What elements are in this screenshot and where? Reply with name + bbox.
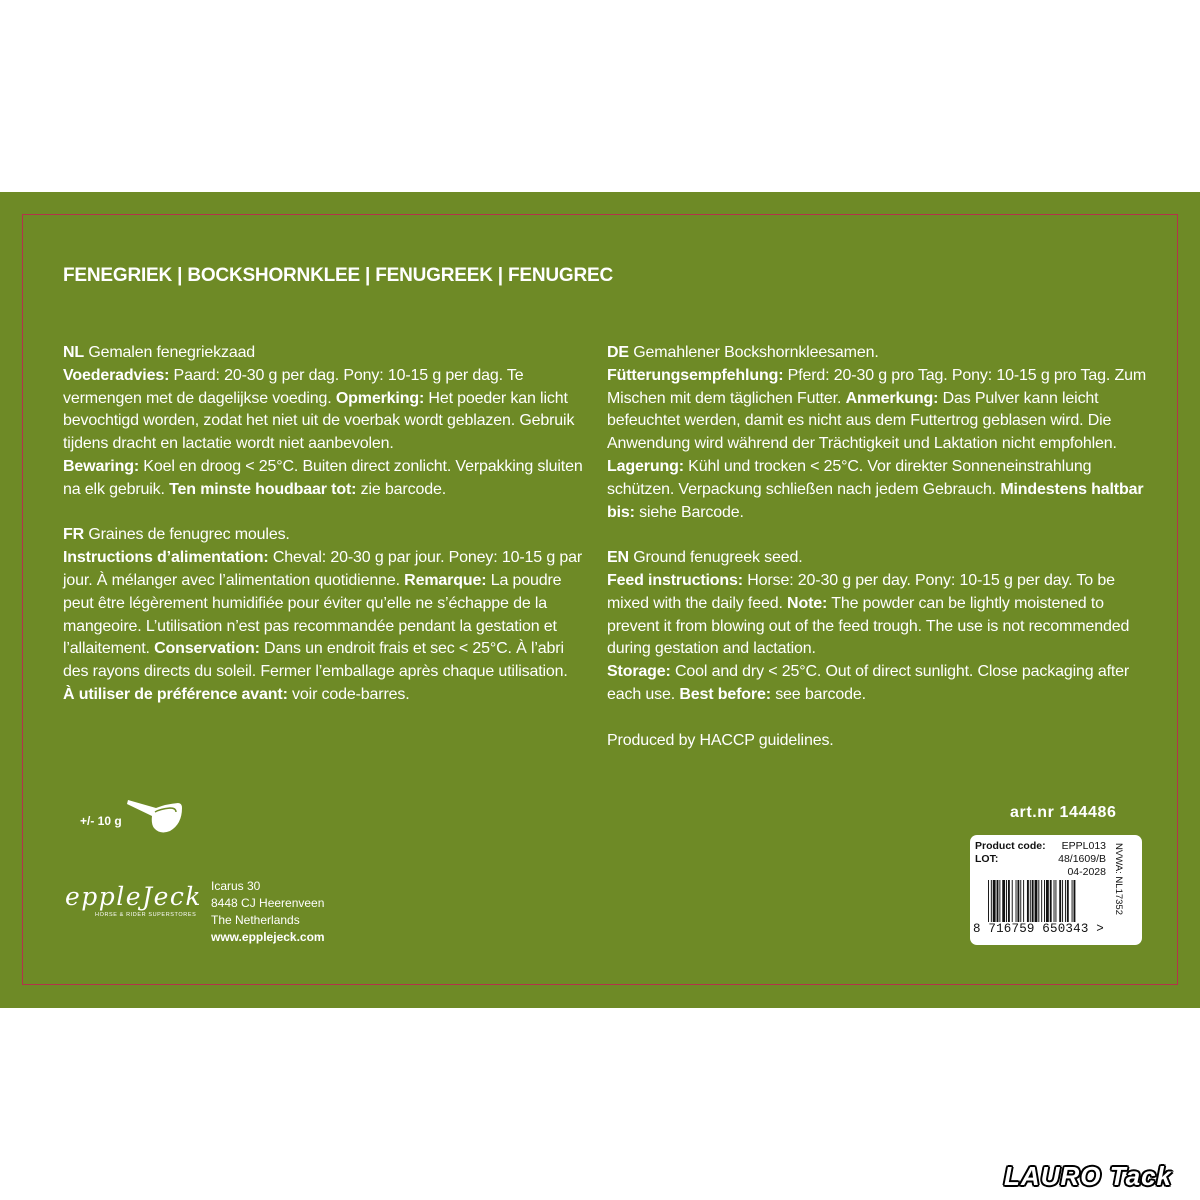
- nl-code: NL: [63, 344, 85, 361]
- en-note-text: The powder can be lightly moistened to prevent it from blowing out of the feed trough. The use is not recommended during gestation and lactation.: [607, 594, 1130, 658]
- nl-feed-label: Voederadvies:: [63, 366, 170, 384]
- logo-wordmark: eppleJeck: [65, 882, 203, 911]
- lot-label: LOT:: [975, 853, 999, 865]
- watermark: LAURO Tack: [1004, 1161, 1172, 1191]
- en-section: [607, 547, 1147, 707]
- nl-section: [63, 342, 593, 502]
- en-storage-label: Storage:: [607, 663, 671, 681]
- en-storage-text: Cool and dry < 25°C. Out of direct sunlight. Close packaging after each use.: [607, 663, 1130, 703]
- en-best-label: Best before:: [679, 685, 771, 703]
- nl-storage-text: Koel en droog < 25°C. Buiten direct zonlicht. Verpakking sluiten na elk gebruik.: [63, 457, 583, 498]
- barcode-number: 8 716759 650343 >: [973, 922, 1104, 936]
- de-storage-label: Lagerung:: [607, 457, 684, 475]
- company-address: [211, 878, 325, 946]
- de-storage-text: Kühl und trocken < 25°C. Vor direkter Sonneneinstrahlung schützen. Verpackung schließen nach jedem Gebrauch.: [607, 457, 1092, 498]
- en-feed-text: Horse: 20-30 g per day. Pony: 10-15 g per day. To be mixed with the daily feed.: [607, 571, 1115, 612]
- haccp-section: [607, 730, 1147, 753]
- address-line1: Icarus 30: [211, 879, 261, 893]
- lot-value: 48/1609/B: [1058, 853, 1106, 865]
- de-section: [607, 342, 1147, 524]
- en-feed-label: Feed instructions:: [607, 571, 743, 589]
- fr-note-label: Remarque:: [404, 571, 487, 589]
- haccp-note: Produced by HACCP guidelines.: [607, 731, 834, 749]
- product-code-label: Product code:: [975, 840, 1046, 852]
- fr-storage-text: Dans un endroit frais et sec < 25°C. À l’abri des rayons directs du soleil. Fermer l’emballage après chaque utilisation.: [63, 640, 568, 681]
- fr-note-text: La poudre peut être légèrement humidifiée pour éviter qu’elle ne s’échappe de la mangeoire. L’utilisation n’est pas recommandée pendant la gestation et l’allaitement.: [63, 571, 562, 658]
- website-link[interactable]: www.epplejeck.com: [211, 930, 325, 944]
- nl-storage-label: Bewaring:: [63, 457, 139, 475]
- product-code-value: EPPL013: [1061, 840, 1106, 852]
- product-code-box: [970, 835, 1142, 945]
- nl-feed-text: Paard: 20-30 g per dag. Pony: 10-15 g per dag. Te vermengen met de dagelijkse voeding.: [63, 366, 524, 407]
- article-number: art.nr 144486: [1010, 804, 1117, 821]
- scoop-icon: [126, 798, 184, 834]
- product-label: [0, 192, 1200, 1008]
- de-product: Gemahlener Bockshornkleesamen.: [628, 344, 879, 361]
- en-note-label: Note:: [787, 594, 828, 612]
- right-column: [607, 342, 1147, 775]
- fr-feed-label: Instructions d’alimentation:: [63, 549, 269, 567]
- fr-best-text: voir code-barres.: [287, 685, 410, 703]
- de-best-label: Mindestens haltbar bis:: [607, 480, 1144, 521]
- scoop-label: +/- 10 g: [80, 814, 122, 828]
- en-product: Ground fenugreek seed.: [628, 549, 803, 567]
- de-best-text: siehe Barcode.: [634, 503, 744, 521]
- nvwa-number: NVWA: NL17352: [1113, 843, 1124, 915]
- address-line2: 8448 CJ Heerenveen: [211, 896, 325, 910]
- de-feed-label: Fütterungsempfehlung:: [607, 366, 784, 384]
- de-note-label: Anmerkung:: [845, 389, 939, 407]
- fr-code: FR: [63, 526, 85, 544]
- nl-note-label: Opmerking:: [335, 389, 425, 407]
- barcode: [988, 880, 1106, 922]
- nl-product: Gemalen fenegriekzaad: [84, 344, 256, 361]
- nl-best-text: zie barcode.: [356, 480, 446, 498]
- fr-storage-label: Conservation:: [154, 640, 260, 658]
- logo-tagline: HORSE & RIDER SUPERSTORES: [95, 912, 197, 918]
- label-title: FENEGRIEK | BOCKSHORNKLEE | FENUGREEK | FENUGREC: [63, 265, 614, 286]
- epplejeck-logo: [65, 882, 203, 918]
- en-code: EN: [607, 549, 629, 567]
- nl-note-text: Het poeder kan licht bevochtigd worden, zodat het niet uit de voerbak wordt geblazen. Gebruik tijdens dracht en lactatie wordt niet aanbevolen.: [63, 389, 575, 453]
- fr-best-label: À utiliser de préférence avant:: [63, 685, 288, 703]
- left-column: [63, 342, 593, 730]
- de-note-text: Das Pulver kann leicht befeuchtet werden, damit es nicht aus dem Futtertrog geblasen wird. Die Anwendung wird während der Trächtigkeit und Laktation nicht empfohlen.: [607, 389, 1117, 453]
- fr-section: [63, 524, 593, 706]
- de-feed-text: Pferd: 20-30 g pro Tag. Pony: 10-15 g pro Tag. Zum Mischen mit dem täglichen Futter.: [607, 366, 1147, 407]
- de-code: DE: [607, 344, 629, 361]
- fr-feed-text: Cheval: 20-30 g par jour. Poney: 10-15 g par jour. À mélanger avec l’alimentation quotidienne.: [63, 549, 583, 589]
- expiry-date: 04-2028: [1067, 866, 1106, 878]
- address-line3: The Netherlands: [211, 913, 300, 927]
- nl-best-label: Ten minste houdbaar tot:: [169, 480, 357, 498]
- fr-product: Graines de fenugrec moules.: [84, 526, 290, 544]
- en-best-text: see barcode.: [770, 685, 866, 703]
